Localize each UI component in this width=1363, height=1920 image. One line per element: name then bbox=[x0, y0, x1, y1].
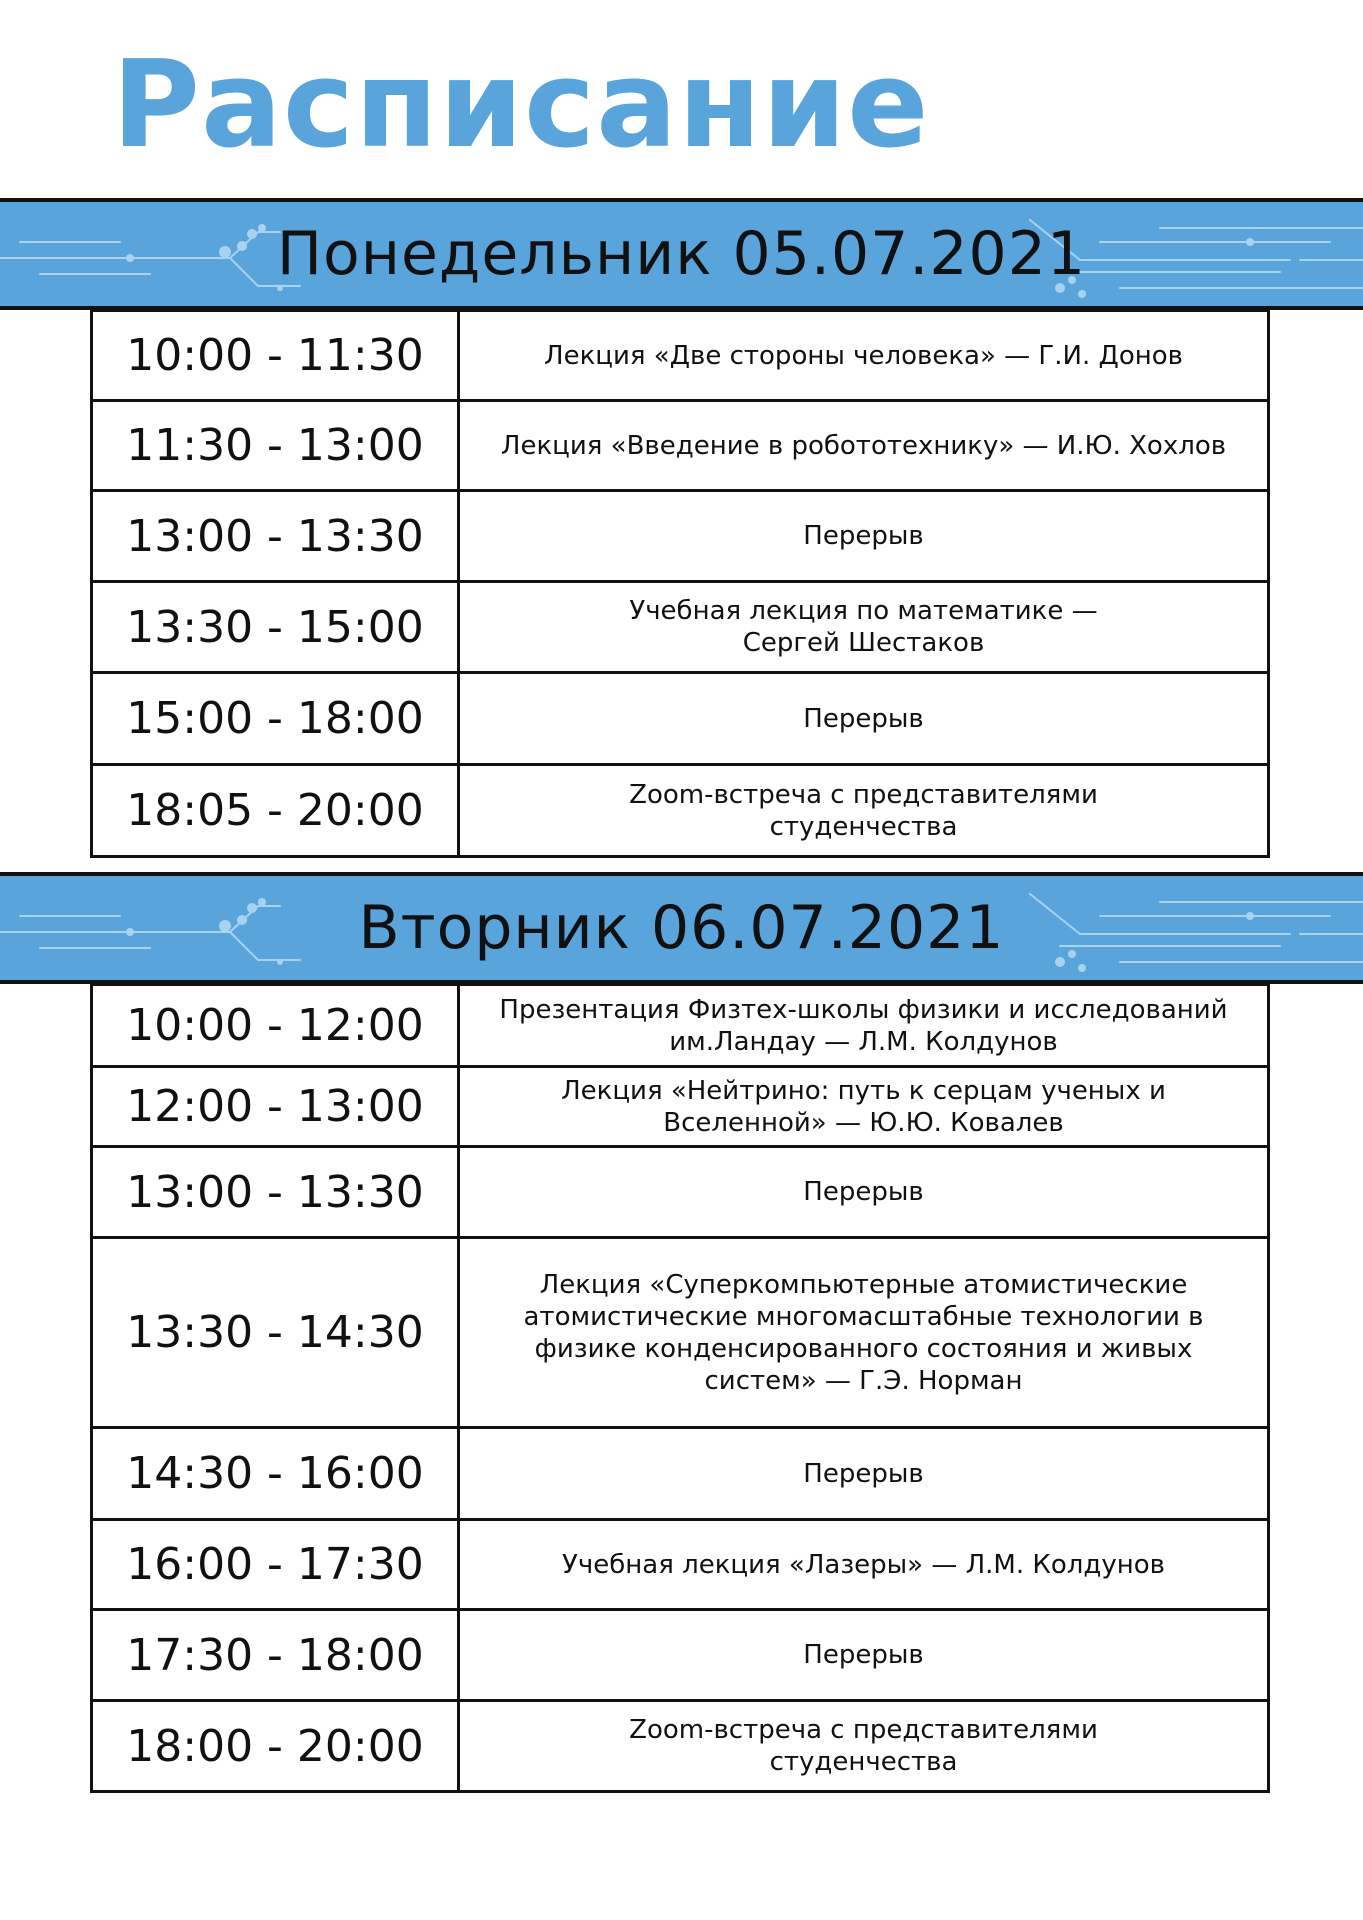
time-cell: 13:30 - 15:00 bbox=[92, 582, 459, 673]
event-cell: Лекция «Две стороны человека» — Г.И. Донов bbox=[459, 311, 1269, 401]
schedule-table-monday bbox=[90, 309, 1270, 858]
table-row bbox=[92, 1238, 1269, 1428]
time-cell: 16:00 - 17:30 bbox=[92, 1520, 459, 1610]
day-banner-monday bbox=[0, 198, 1363, 310]
event-cell: Лекция «Введение в робототехнику» — И.Ю. Хохлов bbox=[459, 401, 1269, 491]
time-cell: 17:30 - 18:00 bbox=[92, 1610, 459, 1701]
event-cell: Лекция «Нейтрино: путь к серцам ученых и Вселенной» — Ю.Ю. Ковалев bbox=[459, 1067, 1269, 1147]
event-cell: Перерыв bbox=[459, 491, 1269, 582]
table-row bbox=[92, 491, 1269, 582]
time-cell: 12:00 - 13:00 bbox=[92, 1067, 459, 1147]
table-row bbox=[92, 765, 1269, 857]
table-row bbox=[92, 311, 1269, 401]
table-row bbox=[92, 1520, 1269, 1610]
table-row bbox=[92, 985, 1269, 1067]
table-row bbox=[92, 1610, 1269, 1701]
table-row bbox=[92, 1701, 1269, 1792]
table-row bbox=[92, 1067, 1269, 1147]
day-title: Понедельник 05.07.2021 bbox=[276, 219, 1087, 289]
event-cell: Учебная лекция по математике — Сергей Шестаков bbox=[459, 582, 1269, 673]
table-row bbox=[92, 1147, 1269, 1238]
table-row bbox=[92, 673, 1269, 765]
event-cell: Перерыв bbox=[459, 1610, 1269, 1701]
time-cell: 18:05 - 20:00 bbox=[92, 765, 459, 857]
event-cell: Перерыв bbox=[459, 673, 1269, 765]
time-cell: 13:00 - 13:30 bbox=[92, 491, 459, 582]
time-cell: 13:30 - 14:30 bbox=[92, 1238, 459, 1428]
day-banner-tuesday bbox=[0, 872, 1363, 984]
table-row bbox=[92, 582, 1269, 673]
time-cell: 15:00 - 18:00 bbox=[92, 673, 459, 765]
schedule-table-tuesday bbox=[90, 983, 1270, 1793]
time-cell: 11:30 - 13:00 bbox=[92, 401, 459, 491]
event-cell: Перерыв bbox=[459, 1428, 1269, 1520]
table-row bbox=[92, 1428, 1269, 1520]
table-row bbox=[92, 401, 1269, 491]
day-title: Вторник 06.07.2021 bbox=[358, 893, 1005, 963]
time-cell: 14:30 - 16:00 bbox=[92, 1428, 459, 1520]
time-cell: 18:00 - 20:00 bbox=[92, 1701, 459, 1792]
event-cell: Учебная лекция «Лазеры» — Л.М. Колдунов bbox=[459, 1520, 1269, 1610]
time-cell: 10:00 - 12:00 bbox=[92, 985, 459, 1067]
page-title: Расписание bbox=[112, 36, 930, 175]
time-cell: 13:00 - 13:30 bbox=[92, 1147, 459, 1238]
time-cell: 10:00 - 11:30 bbox=[92, 311, 459, 401]
event-cell: Zoom-встреча с представителями студенчества bbox=[459, 1701, 1269, 1792]
event-cell: Zoom-встреча с представителями студенчества bbox=[459, 765, 1269, 857]
event-cell: Перерыв bbox=[459, 1147, 1269, 1238]
event-cell: Презентация Физтех-школы физики и исследований им.Ландау — Л.М. Колдунов bbox=[459, 985, 1269, 1067]
event-cell: Лекция «Суперкомпьютерные атомистические атомистические многомасштабные технологии в физике конденсированного состояния и живых систем» — Г.Э. Норман bbox=[459, 1238, 1269, 1428]
